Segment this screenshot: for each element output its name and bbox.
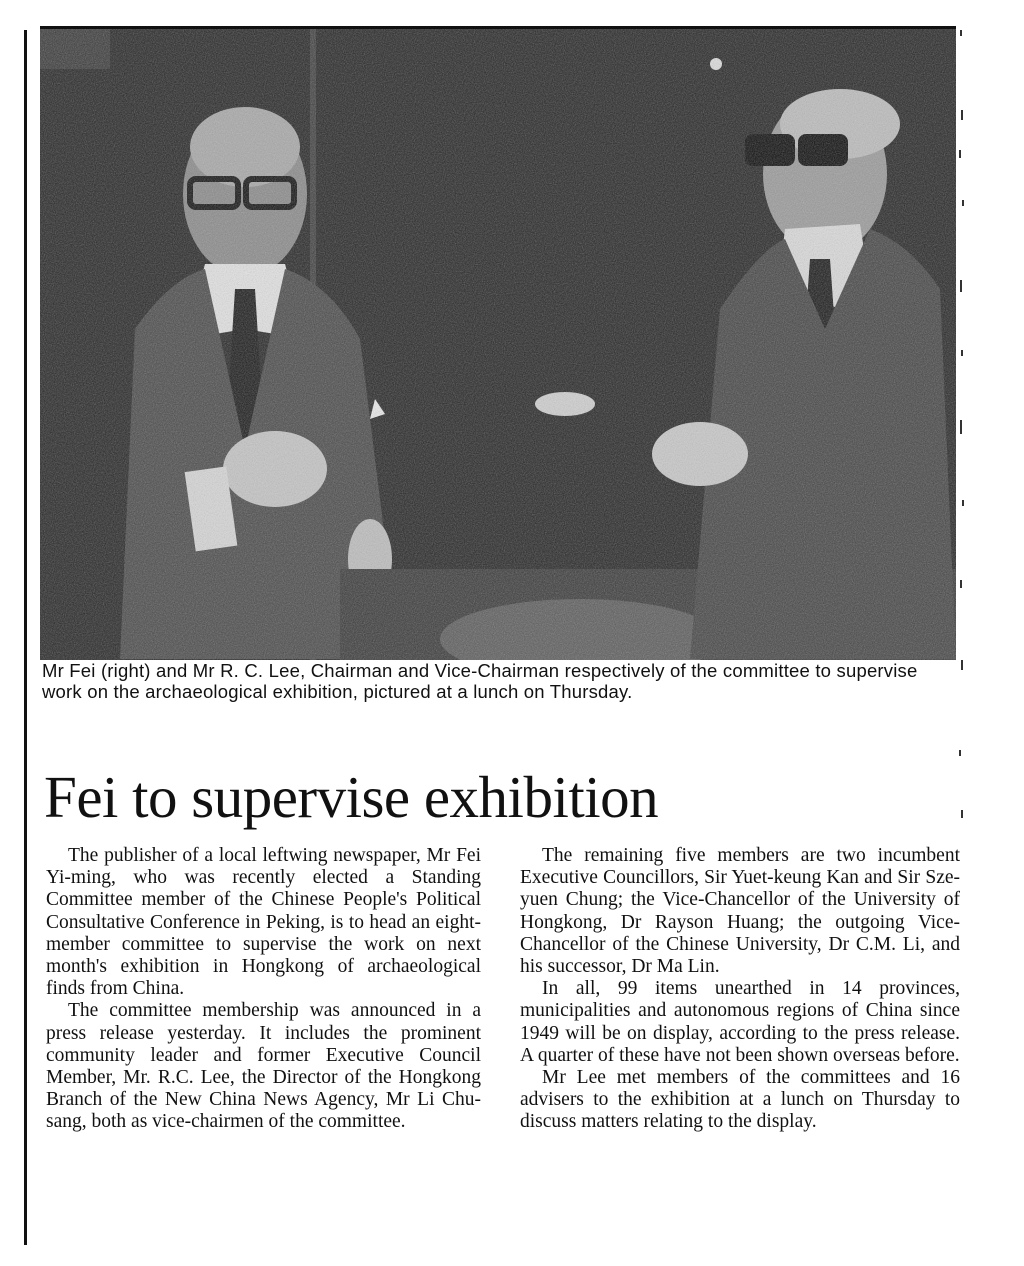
- clipping-edge-marks: [956, 20, 970, 840]
- paragraph: The publisher of a local leftwing newspaper, Mr Fei Yi-ming, who was recently elected a Standing Committee member of the Chinese People's Political Consultative Conference in Peking, is to head an eight-member committee to supervise the work on next month's exhibition in Hongkong of archaeological finds from China.: [46, 845, 481, 1000]
- paragraph: Mr Lee met members of the committees and 16 advisers to the exhibition at a lunch on Thursday to discuss matters relating to the display.: [520, 1067, 960, 1133]
- headline: Fei to supervise exhibition: [44, 764, 659, 830]
- paragraph: The committee membership was announced in a press release yesterday. It includes the prominent community leader and former Executive Council Member, Mr. R.C. Lee, the Director of the Hongkong Branch of the New China News Agency, Mr Li Chu-sang, both as vice-chairmen of the committee.: [46, 1000, 481, 1133]
- paragraph: In all, 99 items unearthed in 14 provinces, municipalities and autonomous regions of China since 1949 will be on display, according to the press release. A quarter of these have not been shown overseas before.: [520, 978, 960, 1066]
- paragraph: The remaining five members are two incumbent Executive Councillors, Sir Yuet-keung Kan and Sir Sze-yuen Chung; the Vice-Chancellor of the University of Hongkong, Dr Rayson Huang; the outgoing Vice-Chancellor of the Chinese University, Dr C.M. Li, and his successor, Dr Ma Lin.: [520, 845, 960, 978]
- news-photo: [40, 26, 956, 660]
- article-column-left: [46, 845, 481, 1134]
- photo-caption: Mr Fei (right) and Mr R. C. Lee, Chairman and Vice-Chairman respectively of the committee to supervise work on the archaeological exhibition, pictured at a lunch on Thursday.: [42, 660, 918, 702]
- clipping-left-rule: [24, 30, 27, 1245]
- article-column-right: [520, 845, 960, 1134]
